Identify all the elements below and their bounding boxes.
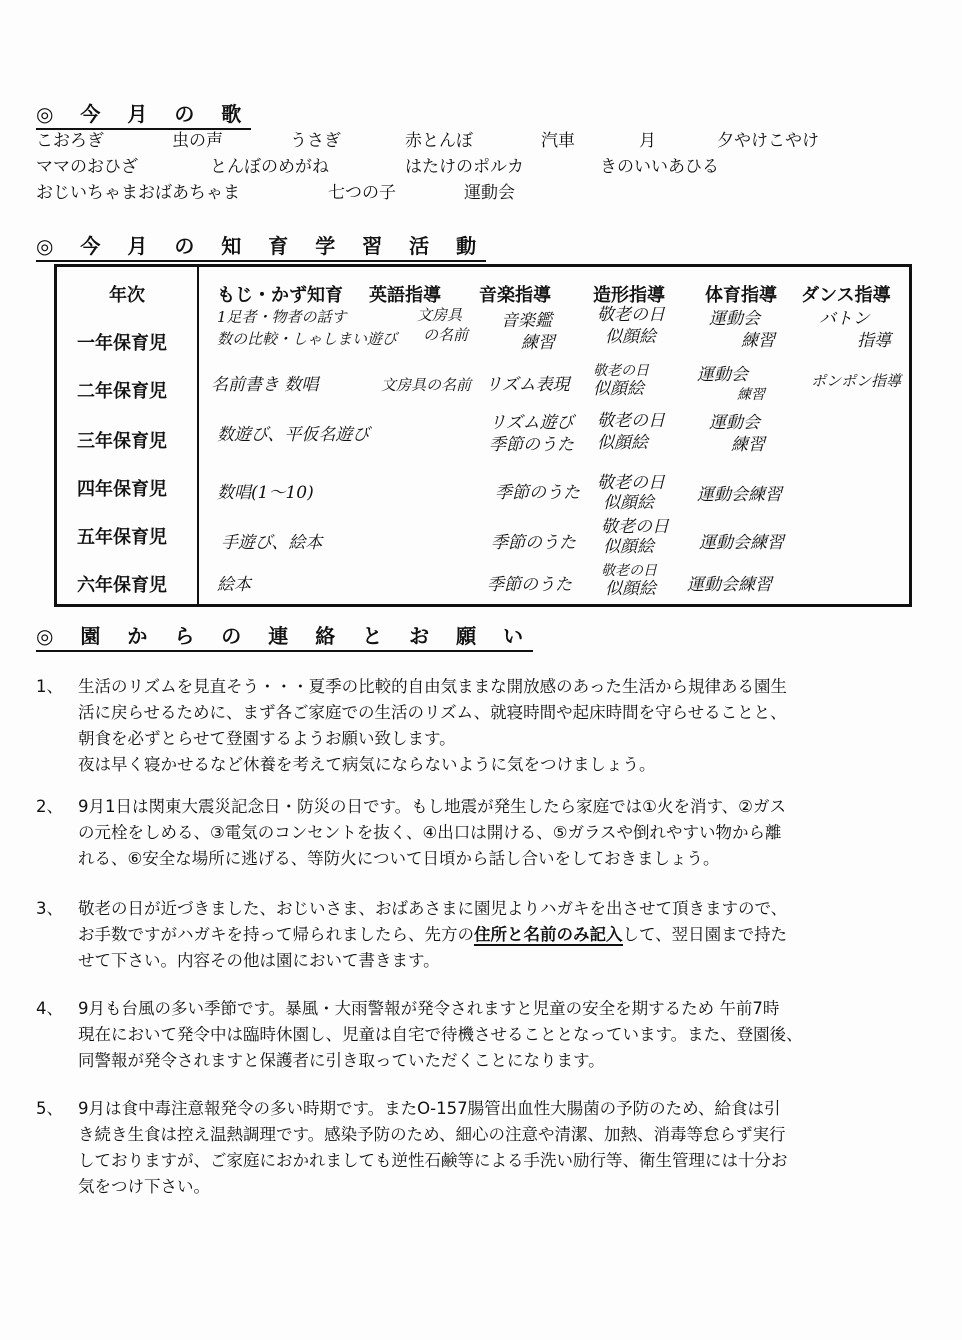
header-music: 音楽指導 — [479, 285, 551, 306]
header-taiiku: 体育指導 — [705, 285, 777, 306]
song-item: うさぎ — [290, 131, 341, 151]
song-item: 赤とんぼ — [405, 131, 473, 151]
taiiku-entry: 運動会練習 — [687, 575, 772, 595]
header-grade: 年次 — [109, 285, 145, 306]
songs-section-title: ◎ 今 月 の 歌 — [36, 98, 251, 130]
zoukei-entry: 似顔絵 — [603, 537, 654, 557]
activities-section-title: ◎ 今 月 の 知 育 学 習 活 動 — [36, 230, 486, 262]
grade-label: 四年保育児 — [77, 479, 167, 500]
music-entry: 音楽鑑 — [501, 311, 552, 331]
zoukei-entry: 敬老の日 — [593, 363, 649, 379]
zoukei-entry: 似顔絵 — [603, 493, 654, 513]
notice-item-5 — [36, 1096, 926, 1200]
zoukei-entry: 似顔絵 — [593, 379, 644, 399]
notice-number: 2、 — [36, 797, 63, 816]
english-entry: の名前 — [423, 326, 469, 344]
taiiku-entry: 運動会 — [709, 413, 760, 433]
activity-table — [54, 264, 912, 607]
notice-line: 敬老の日が近づきました、おじいさま、おばあさまに園児よりハガキを出させて頂きますので、 — [78, 899, 788, 918]
notice-line: 生活のリズムを見直そう・・・夏季の比較的自由気ままな開放感のあった生活から規律ある園生 — [78, 677, 788, 696]
dance-entry: ポンポン指導 — [811, 372, 902, 390]
grade-label: 六年保育児 — [77, 575, 167, 596]
song-item: 七つの子 — [328, 183, 396, 203]
music-entry: リズム表現 — [485, 375, 570, 395]
music-entry: 練習 — [521, 333, 555, 353]
moji-entry: 名前書き 数唱 — [211, 375, 319, 395]
notice-line: の元栓をしめる、③電気のコンセントを抜く、④出口は開ける、⑤ガラスや倒れやすい物から離 — [78, 823, 782, 842]
notice-line: き続き生食は控え温熱調理です。感染予防のため、細心の注意や清潔、加熱、消毒等怠らず実行 — [78, 1125, 786, 1144]
song-item: ママのおひざ — [36, 157, 138, 177]
notice-line: 夜は早く寝かせるなど休養を考えて病気にならないように気をつけましょう。 — [78, 755, 656, 774]
taiiku-entry: 練習 — [737, 387, 765, 403]
header-english: 英語指導 — [369, 285, 441, 306]
music-entry: 季節のうた — [489, 435, 574, 455]
song-item: とんぼのめがね — [210, 157, 329, 177]
moji-entry: 1足者・物者の話す — [217, 308, 347, 326]
zoukei-entry: 敬老の日 — [601, 517, 669, 537]
zoukei-entry: 似顔絵 — [605, 579, 656, 599]
notice-line: 朝食を必ずとらせて登園するようお願い致します。 — [78, 729, 456, 748]
notice-line: 活に戻らせるために、まず各ご家庭での生活のリズム、就寝時間や起床時間を守らせることと、 — [78, 703, 787, 722]
notice-line: 9月も台風の多い季節です。暴風・大雨警報が発令されますと児童の安全を期するため 午前7時 — [78, 999, 780, 1018]
song-item: 運動会 — [464, 183, 515, 203]
moji-entry: 数唱(1～10) — [217, 483, 314, 503]
song-item: 月 — [639, 131, 656, 151]
notice-line: れる、⑥安全な場所に逃げる、等防火について日頃から話し合いをしておきましょう。 — [78, 849, 720, 868]
notice-number: 3、 — [36, 899, 63, 918]
notice-line: 9月は食中毒注意報発令の多い時期です。またO‐157腸管出血性大腸菌の予防のため、給食は引 — [78, 1099, 781, 1118]
english-entry: 文房具の名前 — [381, 376, 472, 394]
moji-entry: 手遊び、絵本 — [221, 533, 323, 553]
taiiku-entry: 運動会 — [709, 309, 760, 329]
notice-line: 同警報が発令されますと保護者に引き取っていただくことになります。 — [78, 1051, 605, 1070]
grade-label: 三年保育児 — [77, 431, 167, 452]
notice-item-1 — [36, 674, 926, 778]
header-dance: ダンス指導 — [801, 285, 891, 306]
notice-line: しておりますが、ご家庭におかれましても逆性石鹸等による手洗い励行等、衛生管理には十分お — [78, 1151, 788, 1170]
notices-section-title: ◎ 園 か ら の 連 絡 と お 願 い — [36, 620, 533, 652]
notice-text: して、翌日園まで持た — [622, 925, 788, 944]
song-item: きのいいあひる — [600, 157, 719, 177]
song-item: 夕やけこやけ — [717, 131, 819, 151]
dance-entry: バトン — [819, 309, 870, 329]
song-item: 虫の声 — [172, 131, 223, 151]
moji-entry: 絵本 — [217, 575, 251, 595]
notice-item-2 — [36, 794, 926, 872]
header-moji: もじ・かず知育 — [217, 285, 343, 306]
song-item: こおろぎ — [36, 131, 104, 151]
taiiku-entry: 運動会練習 — [699, 533, 784, 553]
zoukei-entry: 似顔絵 — [605, 327, 656, 347]
underlined-emphasis: 住所と名前のみ記入 — [474, 925, 623, 944]
english-entry: 文房具 — [417, 306, 463, 324]
notice-number: 4、 — [36, 999, 63, 1018]
song-item: 汽車 — [541, 131, 575, 151]
taiiku-entry: 運動会 — [697, 365, 748, 385]
zoukei-entry: 敬老の日 — [601, 563, 657, 579]
notice-line: 9月1日は関東大震災記念日・防災の日です。もし地震が発生したら家庭では①火を消す、②ガス — [78, 797, 786, 816]
moji-entry: 数の比較・しゃしまい遊び — [217, 330, 398, 348]
music-entry: 季節のうた — [495, 483, 580, 503]
taiiku-entry: 練習 — [741, 331, 775, 351]
zoukei-entry: 敬老の日 — [597, 305, 665, 325]
song-item: おじいちゃまおばあちゃま — [36, 183, 240, 203]
notice-number: 5、 — [36, 1099, 63, 1118]
moji-entry: 数遊び、平仮名遊び — [217, 425, 370, 445]
header-zoukei: 造形指導 — [593, 285, 665, 306]
notice-line: 現在において発令中は臨時休園し、児童は自宅で待機させることとなっています。また、登園後、 — [78, 1025, 803, 1044]
grade-label: 一年保育児 — [77, 333, 167, 354]
grade-label: 五年保育児 — [77, 527, 167, 548]
notice-line: せて下さい。内容その他は園において書きます。 — [78, 951, 440, 970]
notice-line: 気をつけ下さい。 — [78, 1177, 210, 1196]
song-item: はたけのポルカ — [405, 157, 524, 177]
dance-entry: 指導 — [857, 331, 891, 351]
music-entry: 季節のうた — [487, 575, 572, 595]
table-divider — [197, 267, 199, 604]
music-entry: 季節のうた — [491, 533, 576, 553]
notice-number: 1、 — [36, 677, 63, 696]
notice-text: お手数ですがハガキを持って帰られましたら、先方の — [78, 925, 474, 944]
grade-label: 二年保育児 — [77, 381, 167, 402]
music-entry: リズム遊び — [489, 413, 574, 433]
notice-item-4 — [36, 996, 926, 1074]
zoukei-entry: 敬老の日 — [597, 473, 665, 493]
notice-line — [78, 922, 926, 948]
zoukei-entry: 似顔絵 — [597, 433, 648, 453]
notice-item-3 — [36, 896, 926, 974]
taiiku-entry: 運動会練習 — [697, 485, 782, 505]
zoukei-entry: 敬老の日 — [597, 411, 665, 431]
taiiku-entry: 練習 — [731, 435, 765, 455]
